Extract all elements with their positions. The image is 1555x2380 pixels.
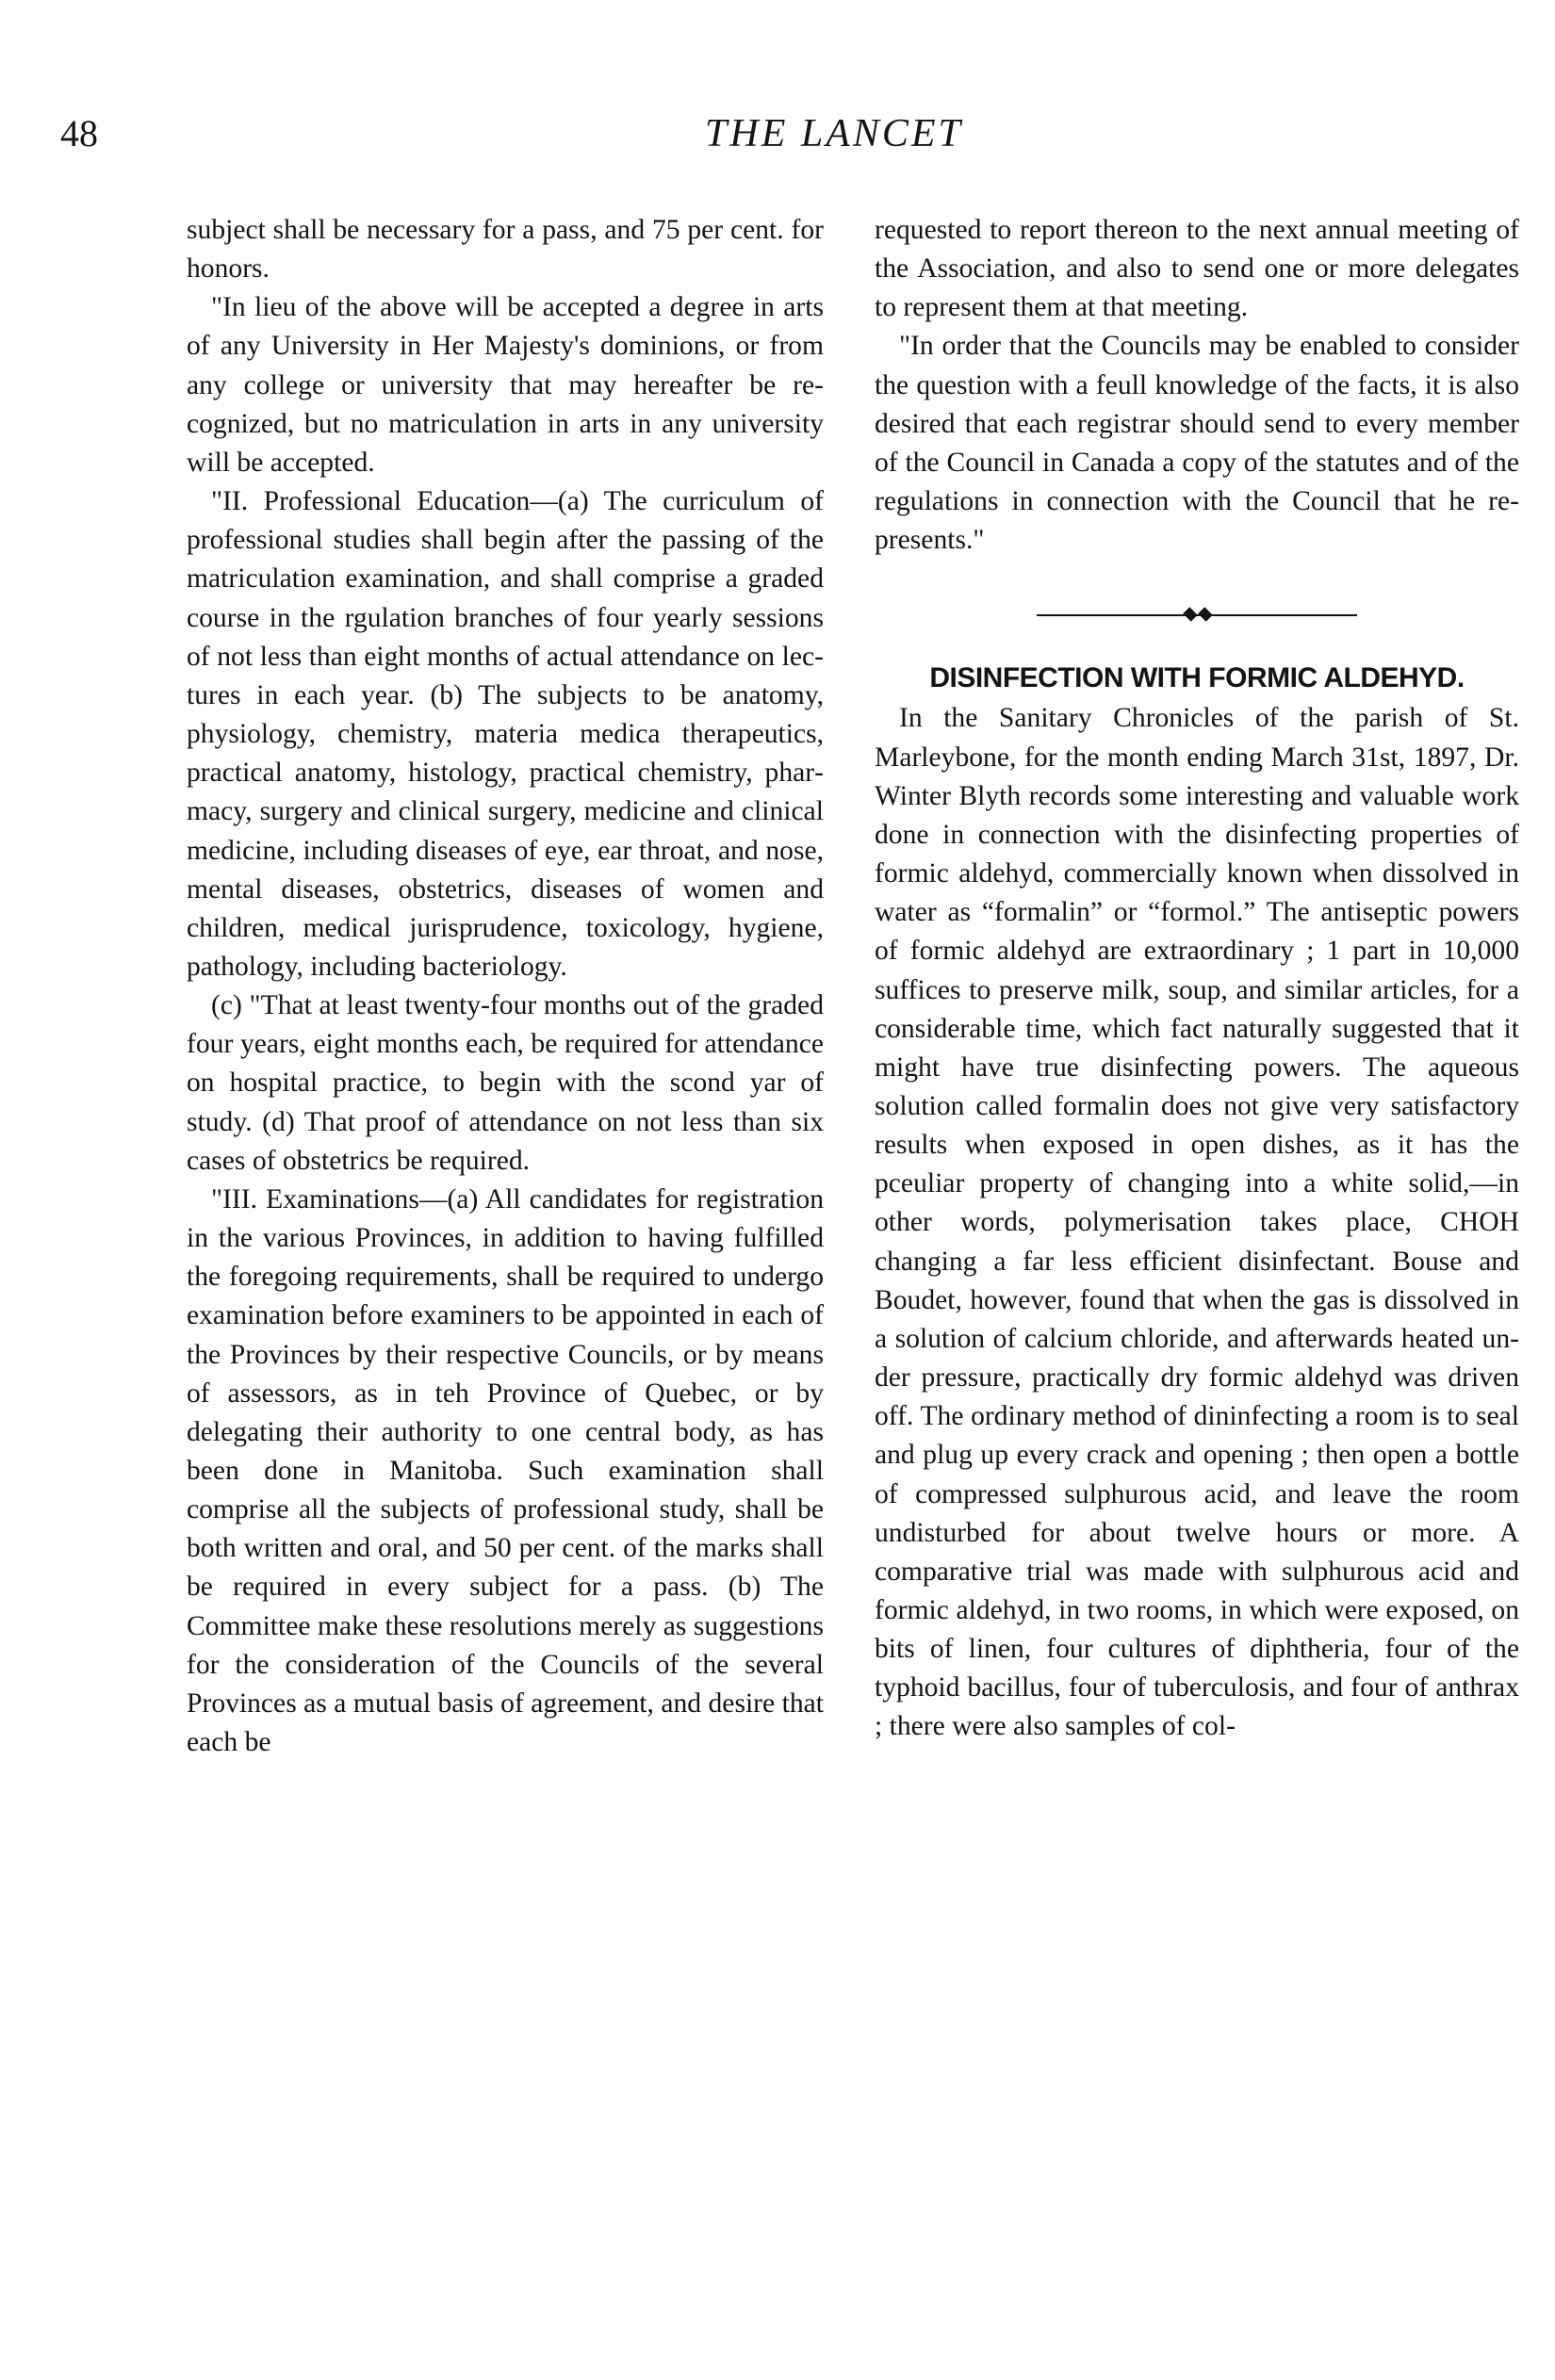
- left-paragraph-2: "In lieu of the above will be accepted a degree in arts of any University in Her Majesty's dominions, or from any college or university that may hereafter be recognized, but no matriculation in arts in any university will be accepted.: [187, 292, 824, 478]
- left-paragraph-5: "III. Examinations—(a) All candidates for registration in the various Provinces, in addition to having fulfilled the foregoing requirements, shall be required to undergo examination before examiners to be appointed in each of the Provinces by their respective Councils, or by means of assessors, as in teh Province of Quebec, or by delegating their authority to one central body, as has been done in Manitoba. Such examination shall comprise all the subjects of professional study, shall be both written and oral, and 50 per cent. of the marks shall be required in every subject for a pass. (b) The Committee make these resolutions merely as suggestions for the consideration of the Councils of the several Provinces as a mutual basis of agreement, and desire that each be: [187, 1183, 824, 1758]
- left-paragraph-3: "II. Professional Education—(a) The curriculum of professional studies shall begin after the passing of the matriculation examination, and shall comprise a graded course in the rgulation branches of four yearly sessions of not less than eight months of actual attendance on lectures in each year. (b) The subjects to be anatomy, physiology, chemistry, materia medica therapeutics, practical anatomy, histology, practical chemistry, pharmacy, surgery and clinical surgery, medicine and clinical medicine, including diseases of eye, ear throat, and nose, mental diseases, obstetrics, diseases of women and children, medical jurisprudence, toxicology, hygiene, pathology, including bacteriology.: [187, 486, 824, 982]
- right-column: [875, 211, 1519, 1747]
- divider-dot: [1198, 608, 1213, 623]
- left-column: [187, 211, 824, 1762]
- right-paragraph-2: "In order that the Councils may be enabled to consider the question with a feull knowledge of the facts, it is also desired that each registrar should send to every member of the Council in Canada a copy of the statutes and of the regulations in connection with the Council that he represents.": [875, 331, 1519, 556]
- section-divider-ornament: [1037, 609, 1357, 622]
- section-paragraph-1: In the Sanitary Chronicles of the parish of St. Marleybone, for the month ending March 31st, 1897, Dr. Winter Blyth records some interesting and valuable work done in connection with the disinfecting properties of formic aldehyd, commercially known when dissolved in water as “formalin” or “formol.” The antiseptic powers of formic aldehyd are extraordinary ; 1 part in 10,000 suffices to preserve milk, soup, and similar articles, for a considerable time, which fact naturally suggested that it might have true disinfecting powers. The aqueous solution called formalin does not give very satisfactory results when exposed in open dishes, as it has the pceuliar property of changing into a white solid,—in other words, polymerisation takes place, CHOH changing a far less efficient disinfectant. Bouse and Boudet, however, found that when the gas is dissolved in a solution of calcium chloride, and afterwards heated under pressure, practically dry formic aldehyd was driven off. The ordinary method of dininfecting a room is to seal and plug up every crack and opening ; then open a bottle of compressed sulphurous acid, and leave the room undisturbed for about twelve hours or more. A comparative trial was made with sulphurous acid and formic aldehyd, in two rooms, in which were exposed, on bits of linen, four cultures of diphtheria, four of the typhoid bacillus, four of tuberculosis, and four of anthrax ; there were also samples of col-: [875, 703, 1519, 1742]
- right-paragraph-1: requested to report thereon to the next annual meeting of the Association, and also to send one or more delegates to represent them at that meeting.: [875, 215, 1519, 323]
- running-title: THE LANCET: [705, 112, 963, 155]
- page-number: 48: [60, 112, 98, 155]
- divider-dot: [1183, 608, 1198, 623]
- left-paragraph-1: subject shall be necessary for a pass, and 75 per cent. for honors.: [187, 215, 824, 285]
- section-heading: DISINFECTION WITH FORMIC ALDEHYD.: [929, 662, 1465, 694]
- left-paragraph-4: (c) "That at least twenty-four months out of the graded four years, eight months each, be required for attendance on hospital practice, to begin with the scond yar of study. (d) That proof of attendance on not less than six cases of obstetrics be required.: [187, 990, 824, 1176]
